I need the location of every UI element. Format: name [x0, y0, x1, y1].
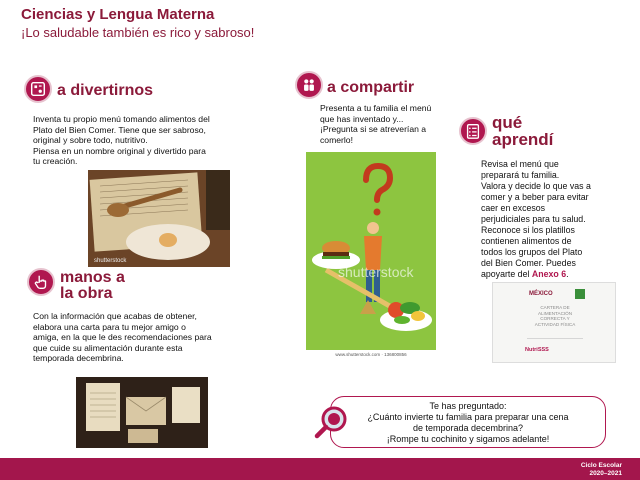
section-text-manos: [33, 311, 273, 364]
text-line: que has inventado y...: [320, 113, 404, 124]
text-line: Reconoce si los platillos: [481, 225, 575, 235]
illustration-watermark: shutterstock: [338, 264, 414, 280]
text-line: comer y a beber para evitar: [481, 192, 589, 202]
letters-photo: [76, 377, 208, 448]
booklet-logo: [575, 289, 585, 299]
heading-line: qué: [492, 113, 523, 132]
text-line: Presenta a tu familia el menú: [320, 103, 432, 113]
section-heading-compartir: a compartir: [327, 79, 415, 96]
photo-watermark: shutterstock: [94, 258, 127, 264]
annex-reference: Anexo 6: [531, 269, 567, 279]
footer-school-year: [581, 462, 622, 477]
callout-line: ¿Cuánto invierte tu familia para preparar una cena: [367, 412, 569, 422]
text-line: original y sobre todo, nutritivo.: [33, 135, 148, 146]
text-line: Revisa el menú que: [481, 159, 559, 169]
text-line: Plato del Bien Comer. Tiene que ser sabroso,: [33, 124, 206, 135]
illustration-caption: www.shutterstock.com · 136800856: [306, 350, 436, 360]
booklet-divider: [527, 338, 583, 339]
page-subtitle: ¡Lo saludable también es rico y sabroso!: [21, 25, 255, 40]
footer-line: Ciclo Escolar: [580, 462, 622, 469]
text-line: Con la información que acabas de obtener,: [33, 311, 197, 321]
callout-line: Te has preguntado:: [429, 401, 507, 411]
heading-line: aprendí: [492, 130, 554, 149]
nutrition-booklet-cover: [492, 282, 616, 363]
text-line: tu creación.: [33, 156, 78, 167]
text-line: amiga, en la que le des recomendaciones para: [33, 332, 212, 343]
text-line: perjudiciales para tu salud.: [481, 214, 586, 224]
booklet-title-line: ACTIVIDAD FÍSICA: [534, 321, 576, 327]
footer-line: 2020–2021: [589, 469, 622, 477]
callout-line: ¡Rompe tu cochinito y sigamos adelante!: [386, 434, 550, 444]
text-line: comerlo!: [320, 134, 353, 145]
text-line: que cuide su alimentación durante esta: [33, 342, 183, 353]
text-line: caer en excesos: [481, 203, 546, 213]
text-line: elabora una carta para tu mejor amigo o: [33, 321, 186, 332]
booklet-title: [523, 305, 587, 327]
hand-pointer-icon: [27, 268, 55, 296]
section-text-divertirnos: [33, 114, 268, 167]
section-heading-manos: [60, 270, 125, 302]
text-line: del Bien Comer. Puedes: [481, 258, 576, 268]
cooking-photo: [88, 170, 230, 267]
text-line: [481, 269, 616, 280]
section-text-aprendi: [481, 159, 616, 280]
heading-line: la obra: [60, 285, 113, 302]
people-icon: [295, 71, 323, 99]
text-line: contienen alimentos de: [481, 236, 572, 246]
section-heading-aprendi: [492, 114, 553, 148]
text-line: Valora y decide lo que vas a: [481, 181, 591, 191]
text-line: temporada decembrina.: [33, 353, 124, 364]
text-line: Inventa tu propio menú tomando alimentos del: [33, 114, 210, 124]
text-line: preparará tu familia.: [481, 170, 560, 180]
booklet-title-line: CORRECTA Y: [540, 316, 570, 322]
checklist-icon: [459, 117, 487, 145]
section-heading-divertirnos: a divertirnos: [57, 82, 154, 99]
booklet-title-line: CARTERA DE: [540, 305, 570, 310]
game-icon: [24, 75, 52, 103]
booklet-title-line: ALIMENTACIÓN: [537, 310, 573, 316]
heading-line: manos a: [60, 269, 125, 286]
callout-line: de temporada decembrina?: [412, 423, 524, 433]
booklet-brand: NutriSSS: [525, 347, 549, 353]
text-line: Piensa en un nombre original y divertido para: [33, 145, 206, 156]
food-choice-illustration: [306, 152, 436, 360]
footer-band: [0, 458, 640, 480]
section-text-compartir: [320, 103, 460, 145]
text-fragment: apoyarte del: [481, 269, 532, 279]
text-line: ¡Pregunta si se atreverían a: [320, 124, 427, 135]
text-line: todos los grupos del Plato: [481, 247, 583, 257]
booklet-org: MÉXICO: [529, 291, 553, 297]
page-title: Ciencias y Lengua Materna: [21, 6, 215, 23]
magnifier-icon: [314, 404, 350, 440]
text-fragment: .: [566, 269, 569, 279]
family-question-callout: [330, 396, 606, 448]
